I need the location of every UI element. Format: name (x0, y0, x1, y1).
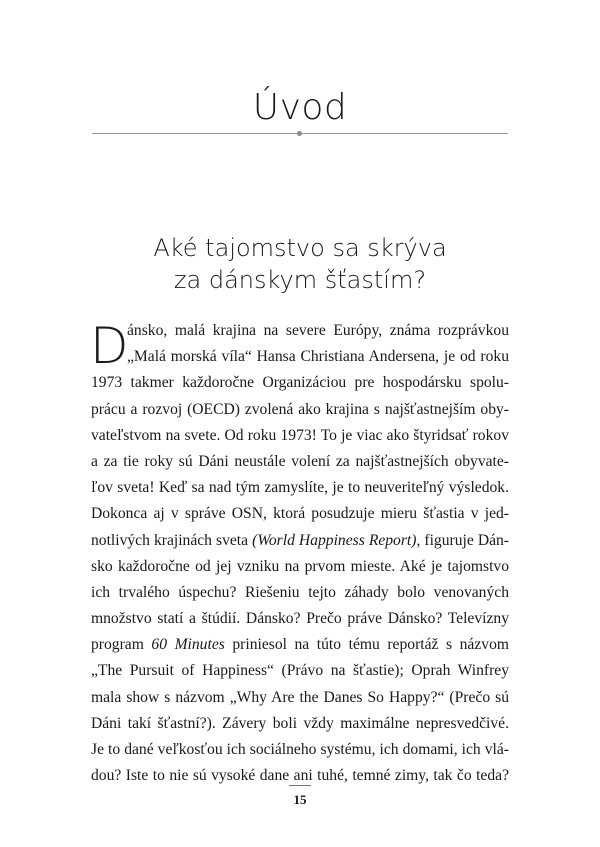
drop-cap: D (90, 317, 129, 375)
text-line: Dáni takí šťastní?). Závery boli vždy maximálne nepresvedčivé. (91, 714, 509, 732)
text-line: mala show s názvom „Why Are the Danes So Happy?“ (Prečo sú (91, 688, 509, 706)
text-segment: notlivých krajinách sveta (91, 531, 253, 549)
body-text (91, 318, 509, 789)
section-heading (0, 232, 600, 296)
text-line: množstvo statí a štúdií. Dánsko? Prečo práve Dánsko? Televízny (91, 610, 509, 628)
section-heading-line: Aké tajomstvo sa skrýva (153, 234, 447, 262)
text-line: ľov sveta! Keď sa nad tým zamyslíte, je to neuveriteľný výsledok. (91, 479, 509, 497)
text-line: a za tie roky sú Dáni neustále volení za najšťastnejších obyvate- (91, 452, 509, 470)
text-line: 1973 takmer každoročne Organizáciou pre hospodársku spolu- (91, 374, 509, 392)
text-line: „Malá morská víla“ Hansa Christiana Andersena, je od roku (127, 348, 509, 366)
page-number: 15 (293, 792, 307, 807)
text-line: „The Pursuit of Happiness“ (Právo na šťastie); Oprah Winfrey (91, 662, 509, 680)
page-number-rule (289, 785, 311, 786)
text-segment: program (91, 636, 152, 654)
text-line: prácu a rozvoj (OECD) zvolená ako krajina s najšťastnejším oby- (91, 400, 509, 418)
text-line: ich trvalého úspechu? Riešeniu tejto záhady bolo venovaných (91, 583, 509, 601)
text-line: Je to dané veľkosťou ich sociálneho systému, ich domami, ich vlá- (91, 741, 509, 758)
text-segment: , figuruje Dán- (416, 531, 509, 549)
text-line: sko každoročne od jej vzniku na prvom mieste. Aké je tajomstvo (91, 557, 509, 575)
chapter-title: Úvod (252, 87, 348, 128)
section-heading-line: za dánskym šťastím? (173, 266, 427, 294)
italic-title: 60 Minutes (151, 636, 225, 654)
italic-title: (World Happiness Report) (252, 531, 417, 549)
title-divider-dot (297, 131, 302, 136)
text-line: vateľstvom na svete. Od roku 1973! To je viac ako štyridsať rokov (91, 426, 509, 444)
text-line: dou? Iste to nie sú vysoké dane ani tuhé, temné zimy, tak čo teda? (91, 767, 509, 785)
text-line: ánsko, malá krajina na severe Európy, známa rozprávkou (127, 322, 509, 339)
text-line (91, 528, 509, 554)
text-line (91, 632, 509, 658)
text-segment: priniesol na túto tému reportáž s názvom (224, 636, 510, 654)
text-line: Dokonca aj v správe OSN, ktorá posudzuje mieru šťastia v jed- (91, 505, 509, 523)
